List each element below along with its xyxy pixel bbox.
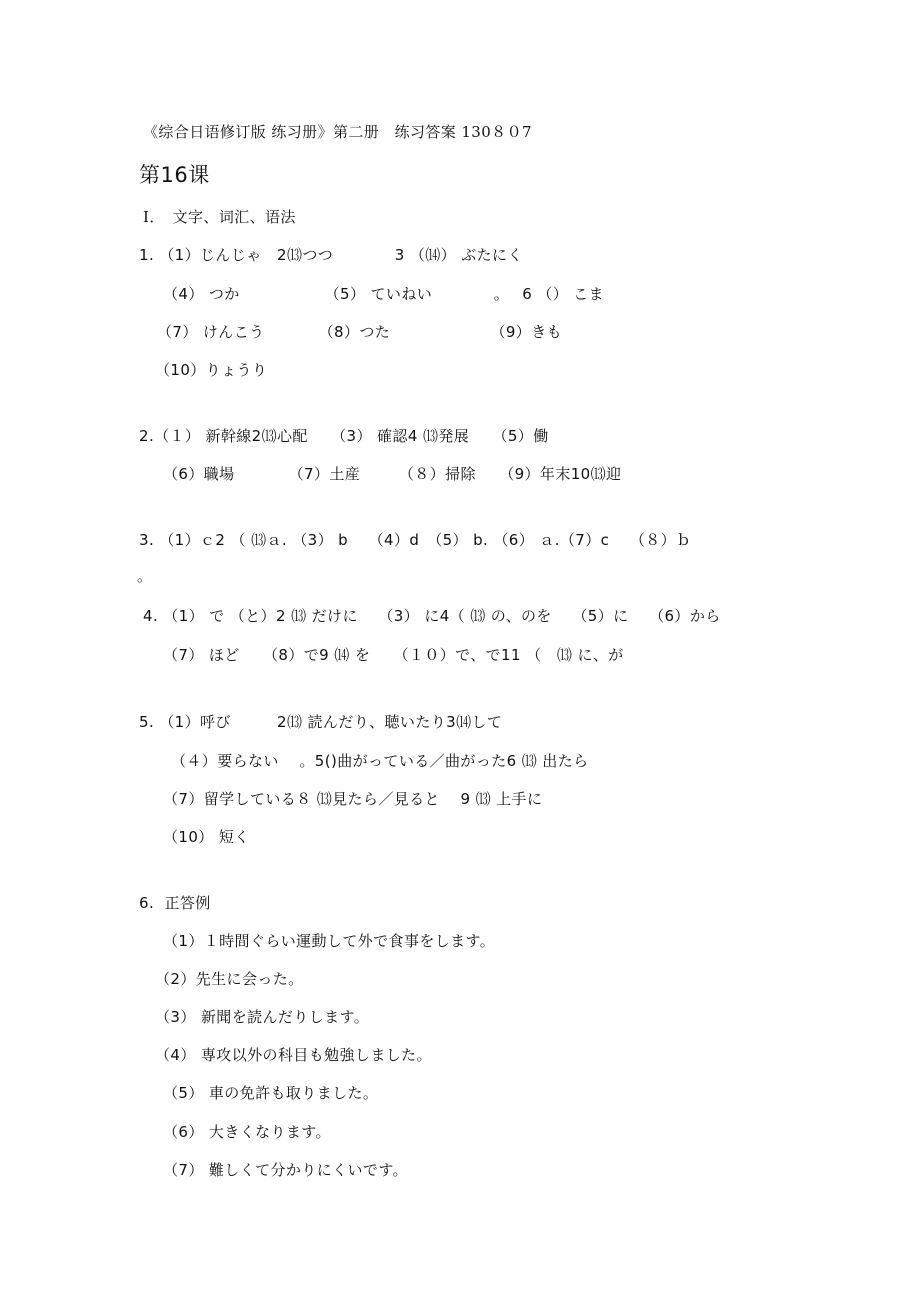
q6-heading: 6. 正答例: [139, 894, 211, 912]
q1-line-4: （10）りょうり: [155, 361, 268, 379]
q3-line-2: 。: [137, 567, 153, 585]
q6-answer-4: （4） 専攻以外の科目も勉強しました。: [155, 1046, 432, 1064]
q1-line-2: （4） つか （5） ていねい 。 6 （） こま: [163, 285, 605, 303]
q4-line-2: （7） ほど （8）で9 ⒁ を （１０）で、で11 （ ⒀ に、が: [163, 646, 624, 664]
q3-line-1: 3. （1）ｃ2 （ ⒀ａ. （3） b （4）d （5） b. （6） ａ.（7）c （８）ｂ: [139, 531, 692, 549]
lesson-title: 第16课: [139, 163, 210, 187]
document-header: 《综合日语修订版 练习册》第二册 练习答案 130８０7: [143, 123, 532, 141]
q4-line-1: 4. （1） で （と）2 ⒀ だけに （3） に4（ ⒀ の、のを （5）に （6）から: [143, 607, 721, 625]
section-title: Ⅰ． 文字、词汇、语法: [143, 208, 296, 226]
q5-line-1: 5. （1）呼び 2⒀ 読んだり、聴いたり3⒁して: [139, 713, 503, 731]
q5-line-4: （10） 短く: [163, 828, 250, 846]
q2-line-1: 2.（１） 新幹線2⒀心配 （3） 確認4 ⒀発展 （5）働: [139, 427, 549, 445]
q6-answer-6: （6） 大きくなります。: [163, 1123, 331, 1141]
q6-answer-3: （3） 新聞を読んだりします。: [155, 1008, 370, 1026]
q5-line-2: （４）要らない 。5()曲がっている／曲がった6 ⒀ 出たら: [171, 752, 589, 770]
q2-line-2: （6）職場 （7）土産 （８）掃除 （9）年末10⒀迎: [163, 465, 622, 483]
q6-answer-2: （2）先生に会った。: [155, 970, 304, 988]
q1-line-3: （7） けんこう （8）つた （9）きも: [157, 323, 563, 341]
q6-answer-7: （7） 難しくて分かりにくいです。: [163, 1161, 408, 1179]
q6-answer-5: （5） 車の免許も取りました。: [163, 1084, 379, 1102]
q1-line-1: 1. （1）じんじゃ 2⒀つつ 3 （⒁） ぶたにく: [139, 246, 523, 264]
q5-line-3: （7）留学している８ ⒀見たら／見ると 9 ⒀ 上手に: [163, 790, 543, 808]
q6-answer-1: （1）１時間ぐらい運動して外で食事をします。: [163, 932, 496, 950]
